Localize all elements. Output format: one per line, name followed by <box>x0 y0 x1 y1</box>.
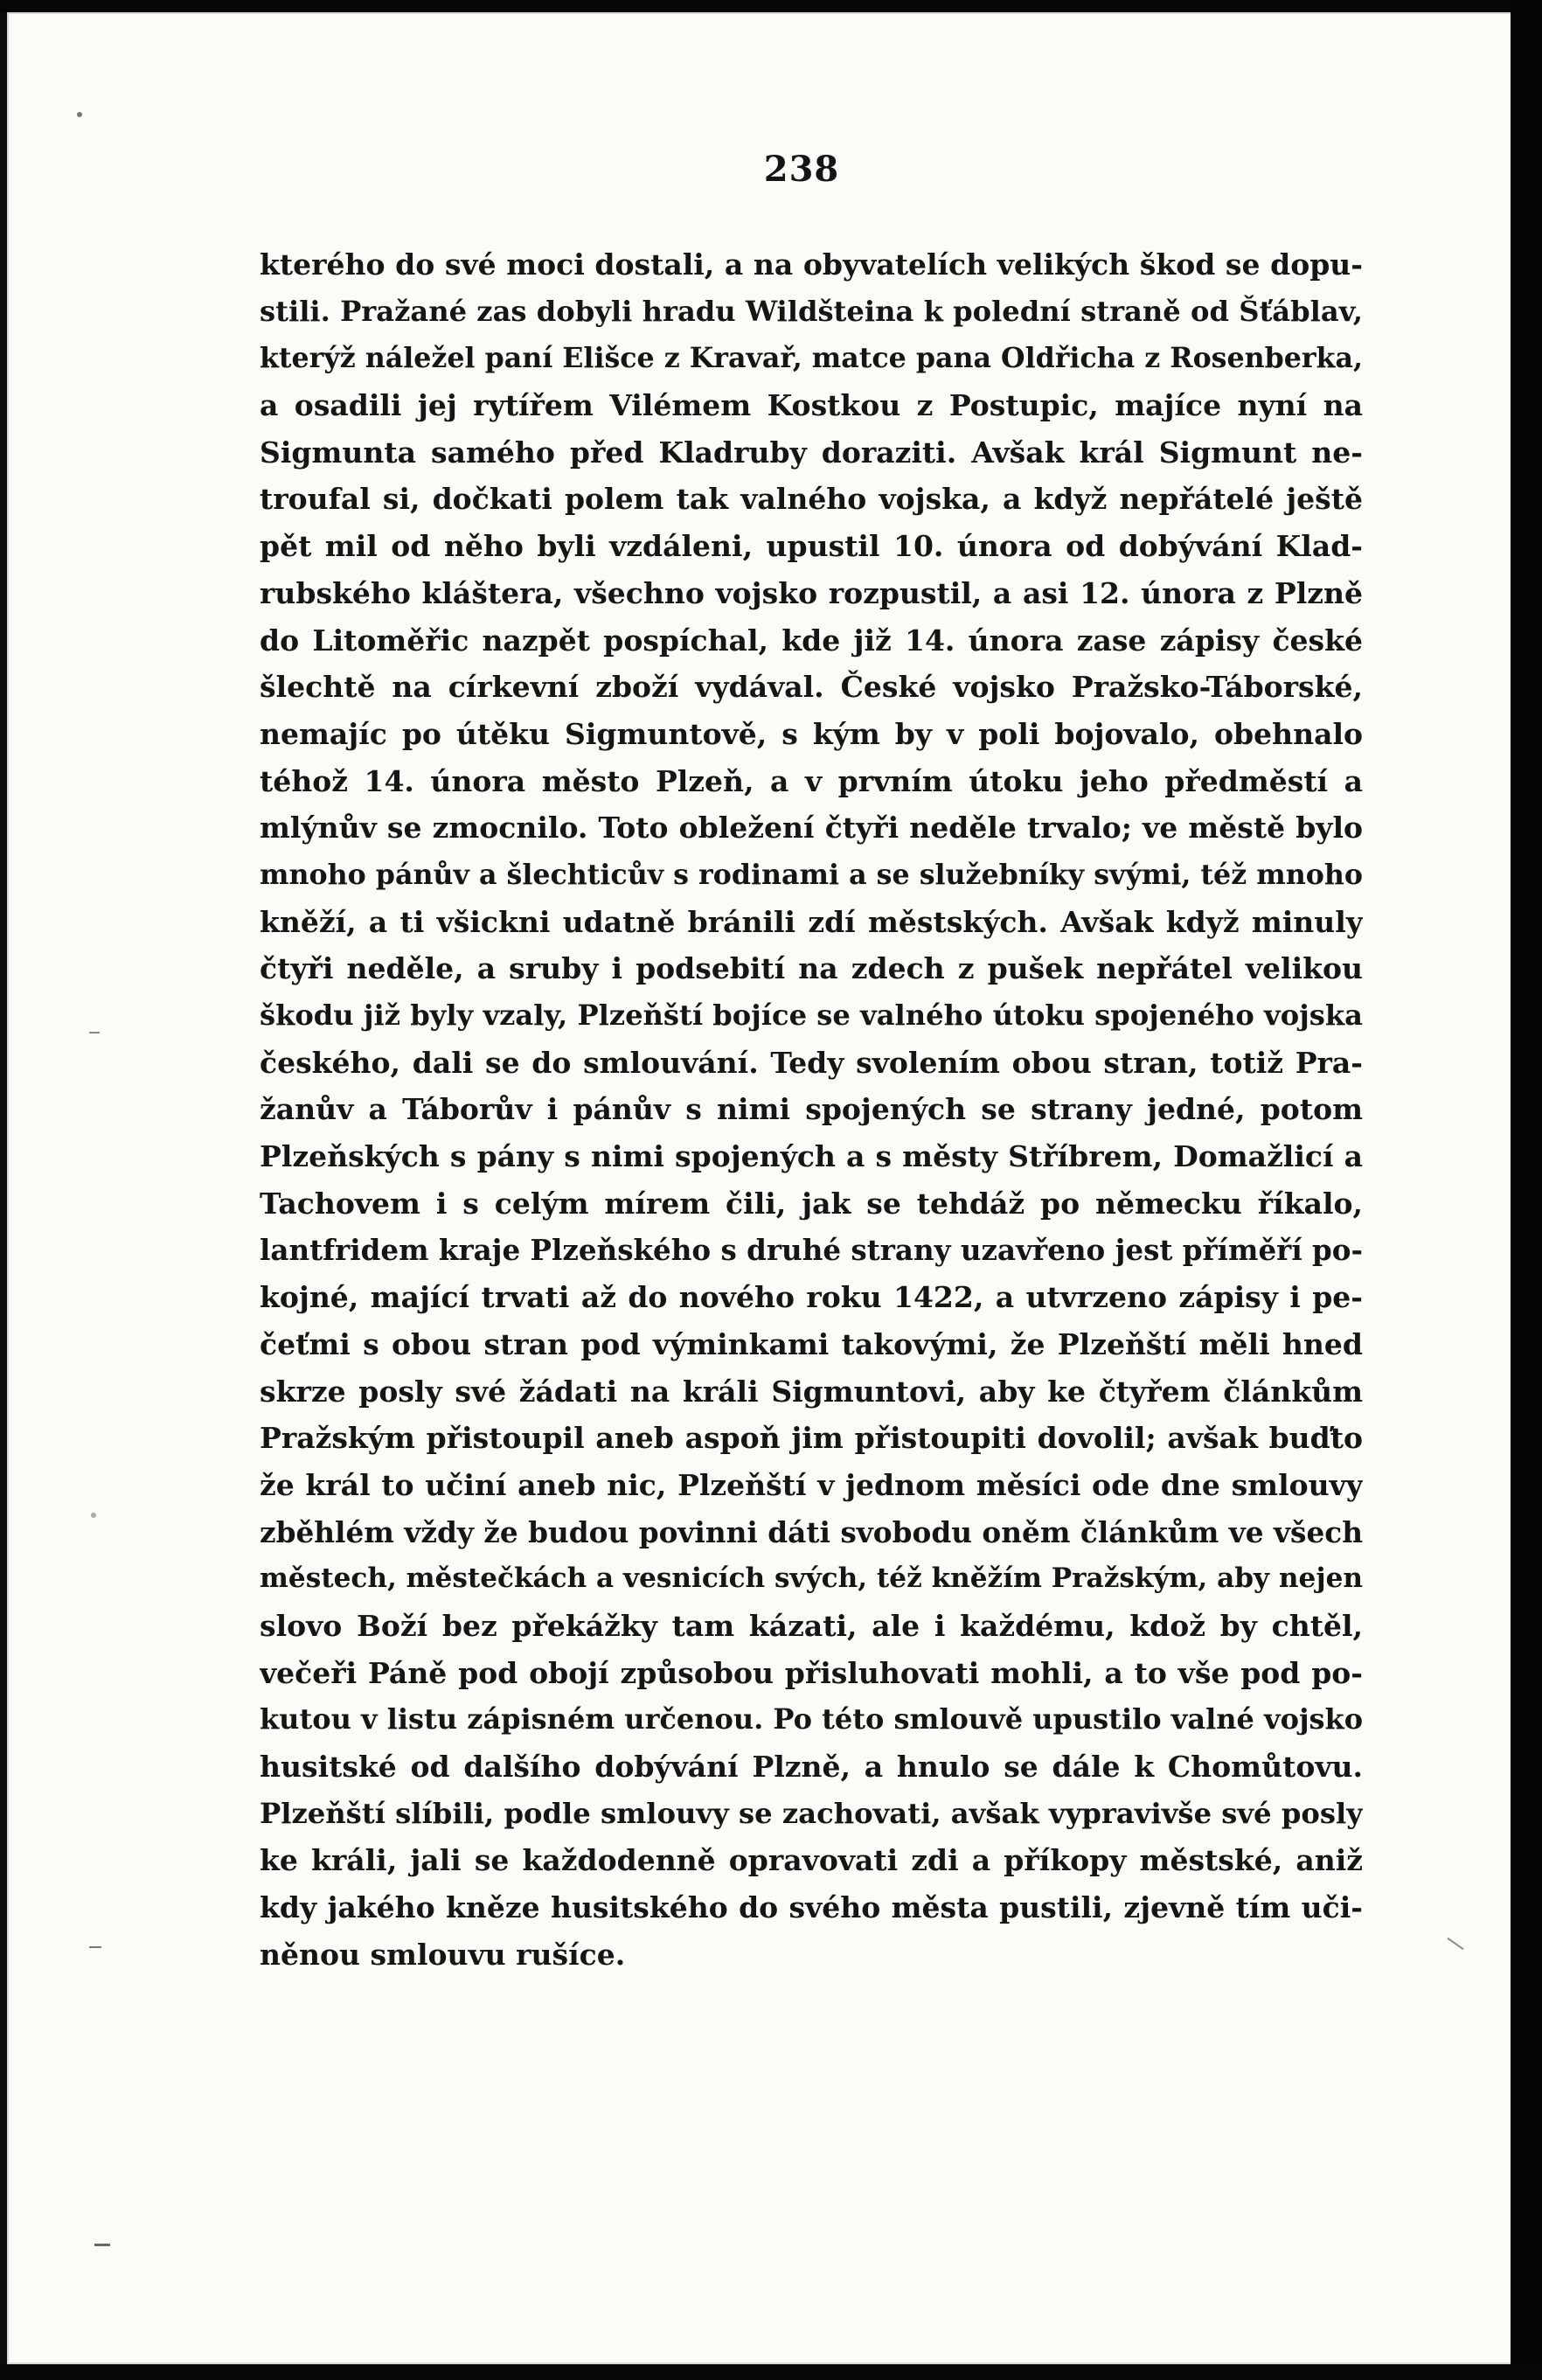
scan-speck <box>77 112 82 117</box>
text-line: kdy jakého kněze husitského do svého města pustili, zjevně tím uči- <box>260 1890 1363 1925</box>
text-line: Pražským přistoupil aneb aspoň jim přistoupiti dovolil; avšak buďto <box>260 1421 1363 1456</box>
text-line: pět mil od něho byli vzdáleni, upustil 10. února od dobývání Klad- <box>260 529 1363 564</box>
text-line: Plzeňští slíbili, podle smlouvy se zachovati, avšak vypravivše své posly <box>260 1796 1363 1830</box>
text-line: šlechtě na církevní zboží vydával. České vojsko Pražsko-Táborské, <box>260 670 1363 705</box>
text-line: něnou smlouvu rušíce. <box>260 1937 626 1972</box>
text-line: rubského kláštera, všechno vojsko rozpustil, a asi 12. února z Plzně <box>260 575 1363 610</box>
text-line: městech, městečkách a vesnicích svých, též kněžím Pražským, aby nejen <box>260 1562 1363 1595</box>
text-line: čtyři neděle, a sruby i podsebití na zdech z pušek nepřátel velikou <box>260 951 1363 986</box>
scan-edge-bottom <box>0 2364 1542 2380</box>
text-line: večeři Páně pod obojí způsobou přisluhovati mohli, a to vše pod po- <box>260 1655 1363 1690</box>
text-line: čeťmi s obou stran pod výminkami takovými, že Plzeňští měli hned <box>260 1326 1363 1361</box>
scan-speck <box>89 1032 100 1033</box>
page-number: 238 <box>763 149 840 190</box>
text-line: lantfridem kraje Plzeňského s druhé strany uzavřeno jest příměří po- <box>260 1233 1363 1268</box>
text-line: nemajíc po útěku Sigmuntově, s kým by v poli bojovalo, obehnalo <box>260 716 1363 751</box>
text-line: kutou v listu zápisném určenou. Po této smlouvě upustilo valné vojsko <box>260 1702 1363 1736</box>
text-line: kterého do své moci dostali, a na obyvatelích velikých škod se dopu- <box>260 247 1363 282</box>
scan-edge-top <box>0 0 1542 12</box>
scan-speck <box>94 2244 110 2246</box>
text-line: skrze posly své žádati na králi Sigmuntovi, aby ke čtyřem článkům <box>260 1374 1363 1409</box>
text-line: slovo Boží bez překážky tam kázati, ale i každému, kdož by chtěl, <box>260 1608 1363 1643</box>
text-line: mnoho pánův a šlechticův s rodinami a se služebníky svými, též mnoho <box>260 858 1363 891</box>
text-line: Tachovem i s celým mírem čili, jak se tehdáž po německu říkalo, <box>260 1186 1363 1221</box>
text-line: Sigmunta samého před Kladruby doraziti. Avšak král Sigmunt ne- <box>260 435 1363 470</box>
scan-speck <box>91 1513 96 1518</box>
text-line: troufal si, dočkati polem tak valného vojska, a když nepřátelé ještě <box>260 482 1363 517</box>
body-text <box>260 241 1363 1978</box>
text-line: stili. Pražané zas dobyli hradu Wildšteina k polední straně od Šťáblav, <box>260 294 1363 328</box>
scan-speck <box>89 1946 101 1948</box>
text-line: kojné, mající trvati až do nového roku 1422, a utvrzeno zápisy i pe- <box>260 1280 1363 1315</box>
scan-edge-right <box>1511 0 1542 2380</box>
text-line: zběhlém vždy že budou povinni dáti svobodu oněm článkům ve všech <box>260 1514 1363 1549</box>
text-line: kterýž náležel paní Elišce z Kravař, matce pana Oldřicha z Rosenberka, <box>260 342 1363 375</box>
text-line: téhož 14. února město Plzeň, a v prvním útoku jeho předměstí a <box>260 763 1363 798</box>
text-line: a osadili jej rytířem Vilémem Kostkou z Postupic, majíce nyní na <box>260 388 1363 423</box>
text-line: mlýnův se zmocnilo. Toto obležení čtyři neděle trvalo; ve městě bylo <box>260 811 1363 846</box>
text-line: Plzeňských s pány s nimi spojených a s městy Stříbrem, Domažlicí a <box>260 1139 1363 1174</box>
text-line: žanův a Táborův i pánův s nimi spojených se strany jedné, potom <box>260 1092 1363 1127</box>
text-line: českého, dali se do smlouvání. Tedy svolením obou stran, totiž Pra- <box>260 1045 1363 1080</box>
text-line: ke králi, jali se každodenně opravovati zdi a příkopy městské, aniž <box>260 1843 1363 1878</box>
text-line: husitské od dalšího dobývání Plzně, a hnulo se dále k Chomůtovu. <box>260 1750 1363 1784</box>
text-line: do Litoměřic nazpět pospíchal, kde již 14. února zase zápisy české <box>260 623 1363 658</box>
text-line: kněží, a ti všickni udatně bránili zdí městských. Avšak když minuly <box>260 904 1363 939</box>
text-line: že král to učiní aneb nic, Plzeňští v jednom měsíci ode dne smlouvy <box>260 1467 1363 1502</box>
text-line: škodu již byly vzaly, Plzeňští bojíce se valného útoku spojeného vojska <box>260 999 1363 1032</box>
